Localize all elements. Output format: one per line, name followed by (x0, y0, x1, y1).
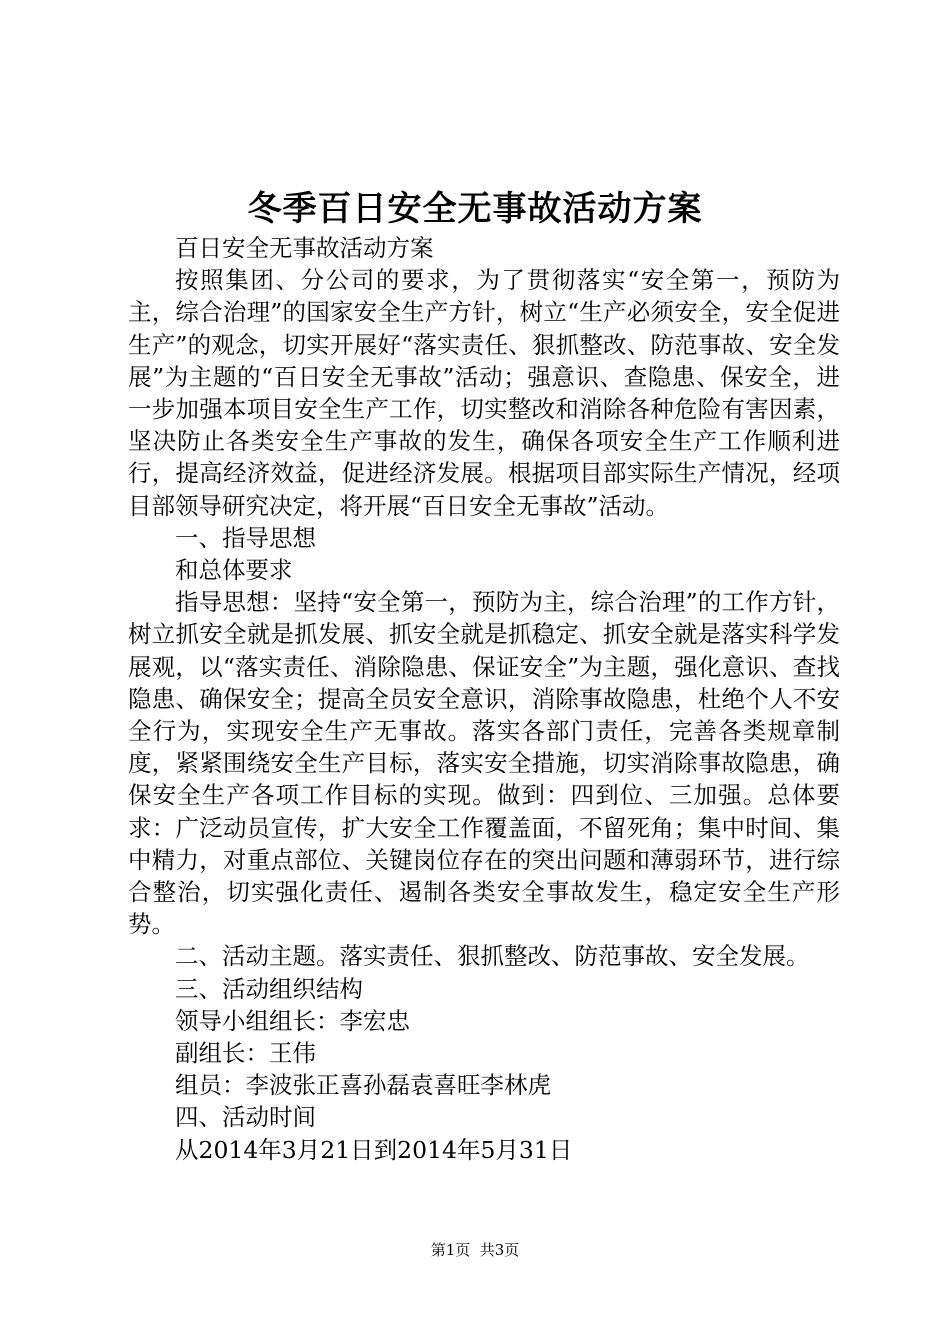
paragraph-intro: 按照集团、分公司的要求，为了贯彻落实“安全第一，预防为主，综合治理”的国家安全生产方针，树立“生产必须安全，安全促进生产”的观念，切实开展好“落实责任、狠抓整改、防范事故、安全发展”为主题的“百日安全无事故”活动；强意识、查隐患、保安全，进一步加强本项目安全生产工作，切实整改和消除各种危险有害因素，坚决防止各类安全生产事故的发生，确保各项安全生产工作顺利进行，提高经济效益，促进经济发展。根据项目部实际生产情况，经项目部领导研究决定，将开展“百日安全无事故”活动。 (128, 266, 840, 520)
org-leader: 领导小组组长：李宏忠 (175, 1006, 410, 1035)
page-number-footer: 第1页 共3页 (430, 1241, 520, 1259)
org-deputy-leader: 副组长：王伟 (175, 1039, 316, 1068)
paragraph-subtitle: 百日安全无事故活动方案 (175, 234, 434, 262)
activity-time-range: 从2014年3月21日到2014年5月31日 (175, 1135, 573, 1164)
heading-activity-time: 四、活动时间 (175, 1103, 316, 1132)
heading-organization: 三、活动组织结构 (175, 974, 363, 1003)
document-title: 冬季百日安全无事故活动方案 (247, 189, 703, 229)
document-body (128, 232, 840, 1166)
heading-general-requirements: 和总体要求 (175, 556, 293, 585)
org-members: 组员：李波张正喜孙磊袁喜旺李林虎 (175, 1071, 551, 1100)
paragraph-activity-theme: 二、活动主题。落实责任、狠抓整改、防范事故、安全发展。 (175, 942, 810, 971)
heading-guiding-thought: 一、指导思想 (175, 523, 316, 552)
paragraph-guiding-thought: 指导思想：坚持“安全第一，预防为主，综合治理”的工作方针，树立抓安全就是抓发展、抓安全就是抓稳定、抓安全就是落实科学发展观，以“落实责任、消除隐患、保证安全”为主题，强化意识、查找隐患、确保安全；提高全员安全意识，消除事故隐患，杜绝个人不安全行为，实现安全生产无事故。落实各部门责任，完善各类规章制度，紧紧围绕安全生产目标，落实安全措施，切实消除事故隐患，确保安全生产各项工作目标的实现。做到：四到位、三加强。总体要求：广泛动员宣传，扩大安全工作覆盖面，不留死角；集中时间、集中精力，对重点部位、关键岗位存在的突出问题和薄弱环节，进行综合整治，切实强化责任、遏制各类安全事故发生，稳定安全生产形势。 (128, 588, 840, 939)
